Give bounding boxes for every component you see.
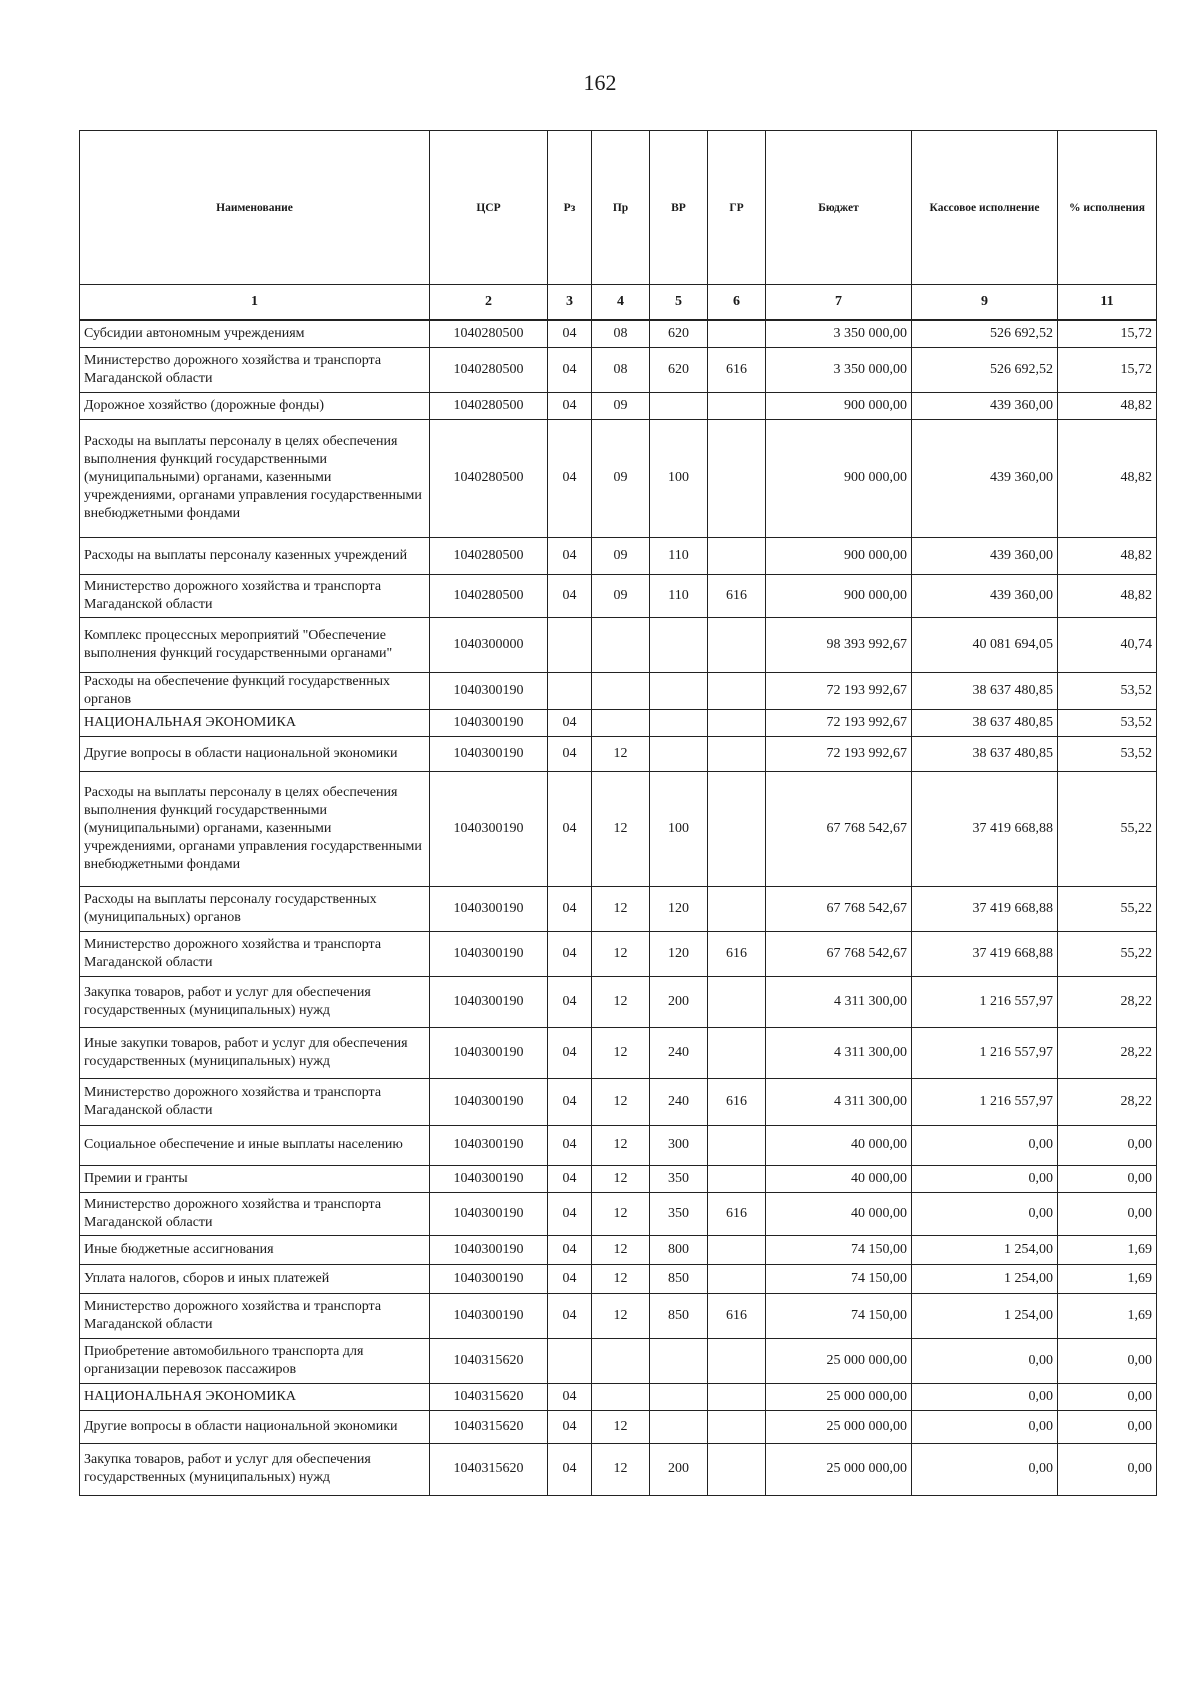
- row-gr: [708, 1410, 766, 1443]
- row-gr: [708, 320, 766, 347]
- row-rz: 04: [548, 419, 592, 537]
- row-rz: [548, 617, 592, 672]
- table-row: [80, 1410, 1157, 1443]
- column-number: 3: [548, 285, 592, 321]
- column-number: 1: [80, 285, 430, 321]
- row-rz: 04: [548, 771, 592, 886]
- table-row: [80, 320, 1157, 347]
- table-row: [80, 392, 1157, 419]
- table-row: [80, 709, 1157, 736]
- row-percent: 55,22: [1058, 886, 1157, 931]
- row-cash: 40 081 694,05: [912, 617, 1058, 672]
- row-csr: 1040300190: [430, 771, 548, 886]
- row-percent: 40,74: [1058, 617, 1157, 672]
- row-vr: 110: [650, 537, 708, 574]
- row-cash: 0,00: [912, 1192, 1058, 1235]
- row-csr: 1040300190: [430, 709, 548, 736]
- row-pr: 12: [592, 1165, 650, 1192]
- row-gr: 616: [708, 931, 766, 976]
- row-percent: 0,00: [1058, 1192, 1157, 1235]
- table-row: [80, 574, 1157, 617]
- row-vr: [650, 736, 708, 771]
- row-cash: 0,00: [912, 1443, 1058, 1495]
- row-cash: 38 637 480,85: [912, 736, 1058, 771]
- table-row: [80, 736, 1157, 771]
- row-csr: 1040300190: [430, 1192, 548, 1235]
- row-name: Министерство дорожного хозяйства и транспорта Магаданской области: [80, 1078, 430, 1125]
- row-budget: 4 311 300,00: [766, 1027, 912, 1078]
- row-pr: 09: [592, 537, 650, 574]
- row-vr: [650, 1383, 708, 1410]
- row-cash: 526 692,52: [912, 320, 1058, 347]
- row-name: Закупка товаров, работ и услуг для обеспечения государственных (муниципальных) нужд: [80, 1443, 430, 1495]
- row-gr: [708, 736, 766, 771]
- row-name: Министерство дорожного хозяйства и транспорта Магаданской области: [80, 1293, 430, 1338]
- row-pr: 09: [592, 392, 650, 419]
- row-pr: 09: [592, 419, 650, 537]
- row-pr: 12: [592, 1235, 650, 1264]
- row-percent: 48,82: [1058, 574, 1157, 617]
- row-cash: 37 419 668,88: [912, 931, 1058, 976]
- row-name: НАЦИОНАЛЬНАЯ ЭКОНОМИКА: [80, 709, 430, 736]
- header-vr: ВР: [650, 131, 708, 285]
- row-percent: 0,00: [1058, 1125, 1157, 1165]
- table-row: [80, 1383, 1157, 1410]
- row-vr: 350: [650, 1192, 708, 1235]
- row-rz: 04: [548, 1264, 592, 1293]
- row-name: Комплекс процессных мероприятий "Обеспечение выполнения функций государственными органами": [80, 617, 430, 672]
- header-gr: ГР: [708, 131, 766, 285]
- row-csr: 1040315620: [430, 1383, 548, 1410]
- row-gr: [708, 617, 766, 672]
- row-percent: 0,00: [1058, 1165, 1157, 1192]
- row-cash: 1 216 557,97: [912, 976, 1058, 1027]
- row-name: Другие вопросы в области национальной экономики: [80, 1410, 430, 1443]
- table-row: [80, 1235, 1157, 1264]
- row-vr: [650, 392, 708, 419]
- row-pr: 12: [592, 771, 650, 886]
- row-cash: 439 360,00: [912, 537, 1058, 574]
- row-name: Социальное обеспечение и иные выплаты населению: [80, 1125, 430, 1165]
- row-percent: 1,69: [1058, 1293, 1157, 1338]
- row-budget: 67 768 542,67: [766, 771, 912, 886]
- row-rz: 04: [548, 736, 592, 771]
- row-budget: 4 311 300,00: [766, 1078, 912, 1125]
- row-vr: 240: [650, 1027, 708, 1078]
- row-pr: 12: [592, 1293, 650, 1338]
- row-rz: 04: [548, 1192, 592, 1235]
- column-number: 6: [708, 285, 766, 321]
- row-gr: 616: [708, 1078, 766, 1125]
- row-csr: 1040315620: [430, 1338, 548, 1383]
- row-budget: 900 000,00: [766, 392, 912, 419]
- row-budget: 74 150,00: [766, 1293, 912, 1338]
- row-cash: 1 216 557,97: [912, 1027, 1058, 1078]
- row-gr: [708, 771, 766, 886]
- row-pr: [592, 617, 650, 672]
- row-rz: 04: [548, 347, 592, 392]
- row-rz: [548, 672, 592, 709]
- row-name: НАЦИОНАЛЬНАЯ ЭКОНОМИКА: [80, 1383, 430, 1410]
- row-cash: 526 692,52: [912, 347, 1058, 392]
- row-gr: [708, 672, 766, 709]
- row-rz: 04: [548, 537, 592, 574]
- row-budget: 25 000 000,00: [766, 1410, 912, 1443]
- row-pr: [592, 1383, 650, 1410]
- row-rz: 04: [548, 1027, 592, 1078]
- row-cash: 439 360,00: [912, 419, 1058, 537]
- row-pr: 12: [592, 1192, 650, 1235]
- row-pr: 12: [592, 1443, 650, 1495]
- row-percent: 1,69: [1058, 1264, 1157, 1293]
- row-budget: 72 193 992,67: [766, 709, 912, 736]
- row-rz: 04: [548, 931, 592, 976]
- row-cash: 1 254,00: [912, 1293, 1058, 1338]
- header-cash: Кассовое исполнение: [912, 131, 1058, 285]
- column-number: 11: [1058, 285, 1157, 321]
- row-name: Приобретение автомобильного транспорта для организации перевозок пассажиров: [80, 1338, 430, 1383]
- row-percent: 53,52: [1058, 709, 1157, 736]
- row-percent: 55,22: [1058, 931, 1157, 976]
- row-cash: 0,00: [912, 1383, 1058, 1410]
- row-name: Другие вопросы в области национальной экономики: [80, 736, 430, 771]
- row-gr: [708, 1235, 766, 1264]
- row-gr: [708, 886, 766, 931]
- row-vr: [650, 617, 708, 672]
- row-name: Расходы на выплаты персоналу в целях обеспечения выполнения функций государственными (муниципальными) органами, казенными учреждениями, органами управления государственными внебюджетными фондами: [80, 771, 430, 886]
- row-csr: 1040300190: [430, 1078, 548, 1125]
- row-pr: 08: [592, 320, 650, 347]
- row-percent: 53,52: [1058, 736, 1157, 771]
- row-pr: [592, 1338, 650, 1383]
- row-percent: 0,00: [1058, 1410, 1157, 1443]
- row-name: Иные бюджетные ассигнования: [80, 1235, 430, 1264]
- row-percent: 55,22: [1058, 771, 1157, 886]
- row-rz: 04: [548, 886, 592, 931]
- row-budget: 25 000 000,00: [766, 1383, 912, 1410]
- row-budget: 900 000,00: [766, 574, 912, 617]
- row-percent: 48,82: [1058, 419, 1157, 537]
- row-name: Расходы на обеспечение функций государственных органов: [80, 672, 430, 709]
- row-pr: 12: [592, 736, 650, 771]
- row-cash: 1 254,00: [912, 1235, 1058, 1264]
- row-rz: 04: [548, 320, 592, 347]
- row-gr: [708, 1443, 766, 1495]
- table-row: [80, 1293, 1157, 1338]
- row-gr: [708, 1125, 766, 1165]
- row-gr: 616: [708, 1192, 766, 1235]
- row-percent: 0,00: [1058, 1338, 1157, 1383]
- column-number-row: [80, 285, 1157, 321]
- row-percent: 48,82: [1058, 537, 1157, 574]
- row-cash: 1 216 557,97: [912, 1078, 1058, 1125]
- row-rz: 04: [548, 1293, 592, 1338]
- header-percent: % исполнения: [1058, 131, 1157, 285]
- row-budget: 3 350 000,00: [766, 320, 912, 347]
- row-cash: 0,00: [912, 1165, 1058, 1192]
- row-cash: 1 254,00: [912, 1264, 1058, 1293]
- row-budget: 72 193 992,67: [766, 736, 912, 771]
- row-csr: 1040300000: [430, 617, 548, 672]
- row-csr: 1040300190: [430, 886, 548, 931]
- row-budget: 98 393 992,67: [766, 617, 912, 672]
- row-vr: 100: [650, 771, 708, 886]
- row-rz: 04: [548, 574, 592, 617]
- column-number: 4: [592, 285, 650, 321]
- row-vr: 300: [650, 1125, 708, 1165]
- table-row: [80, 1264, 1157, 1293]
- row-cash: 38 637 480,85: [912, 709, 1058, 736]
- header-row: [80, 131, 1157, 285]
- row-rz: 04: [548, 1443, 592, 1495]
- row-pr: 12: [592, 1027, 650, 1078]
- row-vr: 200: [650, 976, 708, 1027]
- row-vr: 200: [650, 1443, 708, 1495]
- row-name: Субсидии автономным учреждениям: [80, 320, 430, 347]
- row-rz: 04: [548, 1410, 592, 1443]
- table-row: [80, 1192, 1157, 1235]
- row-gr: [708, 1383, 766, 1410]
- row-csr: 1040300190: [430, 976, 548, 1027]
- row-percent: 1,69: [1058, 1235, 1157, 1264]
- row-vr: [650, 709, 708, 736]
- row-rz: 04: [548, 1235, 592, 1264]
- row-csr: 1040280500: [430, 419, 548, 537]
- row-csr: 1040300190: [430, 1235, 548, 1264]
- row-name: Уплата налогов, сборов и иных платежей: [80, 1264, 430, 1293]
- header-pr: Пр: [592, 131, 650, 285]
- row-gr: [708, 1027, 766, 1078]
- table-row: [80, 1078, 1157, 1125]
- row-pr: [592, 709, 650, 736]
- row-name: Премии и гранты: [80, 1165, 430, 1192]
- header-budget: Бюджет: [766, 131, 912, 285]
- row-budget: 67 768 542,67: [766, 886, 912, 931]
- table-row: [80, 886, 1157, 931]
- row-gr: 616: [708, 347, 766, 392]
- row-pr: 12: [592, 886, 650, 931]
- column-number: 9: [912, 285, 1058, 321]
- row-name: Министерство дорожного хозяйства и транспорта Магаданской области: [80, 574, 430, 617]
- row-name: Расходы на выплаты персоналу казенных учреждений: [80, 537, 430, 574]
- table-row: [80, 672, 1157, 709]
- table-row: [80, 1443, 1157, 1495]
- row-csr: 1040300190: [430, 672, 548, 709]
- table-row: [80, 976, 1157, 1027]
- row-name: Дорожное хозяйство (дорожные фонды): [80, 392, 430, 419]
- row-gr: [708, 1264, 766, 1293]
- row-budget: 40 000,00: [766, 1165, 912, 1192]
- header-name: Наименование: [80, 131, 430, 285]
- row-name: Расходы на выплаты персоналу в целях обеспечения выполнения функций государственными (муниципальными) органами, казенными учреждениями, органами управления государственными внебюджетными фондами: [80, 419, 430, 537]
- row-budget: 900 000,00: [766, 419, 912, 537]
- row-gr: [708, 709, 766, 736]
- table-row: [80, 1027, 1157, 1078]
- column-number: 7: [766, 285, 912, 321]
- row-vr: 850: [650, 1293, 708, 1338]
- table-row: [80, 1338, 1157, 1383]
- table-body: [80, 320, 1157, 1495]
- row-vr: [650, 1410, 708, 1443]
- table-row: [80, 771, 1157, 886]
- table-row: [80, 419, 1157, 537]
- row-vr: [650, 1338, 708, 1383]
- row-budget: 900 000,00: [766, 537, 912, 574]
- row-rz: 04: [548, 392, 592, 419]
- row-csr: 1040300190: [430, 1125, 548, 1165]
- row-csr: 1040300190: [430, 931, 548, 976]
- row-percent: 28,22: [1058, 976, 1157, 1027]
- row-csr: 1040280500: [430, 574, 548, 617]
- row-gr: [708, 537, 766, 574]
- row-budget: 40 000,00: [766, 1125, 912, 1165]
- row-rz: 04: [548, 1125, 592, 1165]
- row-pr: 12: [592, 1410, 650, 1443]
- row-percent: 15,72: [1058, 320, 1157, 347]
- row-gr: [708, 1338, 766, 1383]
- row-cash: 0,00: [912, 1410, 1058, 1443]
- row-pr: 12: [592, 931, 650, 976]
- row-vr: 620: [650, 320, 708, 347]
- row-gr: [708, 976, 766, 1027]
- row-vr: 120: [650, 931, 708, 976]
- row-pr: 12: [592, 976, 650, 1027]
- row-budget: 74 150,00: [766, 1235, 912, 1264]
- column-number: 2: [430, 285, 548, 321]
- row-rz: [548, 1338, 592, 1383]
- row-vr: 800: [650, 1235, 708, 1264]
- row-csr: 1040280500: [430, 347, 548, 392]
- row-vr: 110: [650, 574, 708, 617]
- row-cash: 38 637 480,85: [912, 672, 1058, 709]
- row-vr: 620: [650, 347, 708, 392]
- row-rz: 04: [548, 1383, 592, 1410]
- row-vr: 350: [650, 1165, 708, 1192]
- header-csr: ЦСР: [430, 131, 548, 285]
- row-budget: 72 193 992,67: [766, 672, 912, 709]
- row-vr: 850: [650, 1264, 708, 1293]
- row-csr: 1040280500: [430, 392, 548, 419]
- row-vr: 120: [650, 886, 708, 931]
- row-gr: [708, 419, 766, 537]
- table-row: [80, 931, 1157, 976]
- row-cash: 439 360,00: [912, 392, 1058, 419]
- row-cash: 37 419 668,88: [912, 886, 1058, 931]
- row-vr: [650, 672, 708, 709]
- row-name: Иные закупки товаров, работ и услуг для обеспечения государственных (муниципальных) нужд: [80, 1027, 430, 1078]
- row-gr: 616: [708, 1293, 766, 1338]
- row-gr: [708, 392, 766, 419]
- row-csr: 1040280500: [430, 320, 548, 347]
- budget-execution-table: [79, 130, 1157, 1496]
- row-vr: 100: [650, 419, 708, 537]
- table-row: [80, 347, 1157, 392]
- row-csr: 1040300190: [430, 1264, 548, 1293]
- row-rz: 04: [548, 1165, 592, 1192]
- header-rz: Рз: [548, 131, 592, 285]
- row-name: Закупка товаров, работ и услуг для обеспечения государственных (муниципальных) нужд: [80, 976, 430, 1027]
- row-cash: 37 419 668,88: [912, 771, 1058, 886]
- row-budget: 25 000 000,00: [766, 1443, 912, 1495]
- row-name: Министерство дорожного хозяйства и транспорта Магаданской области: [80, 1192, 430, 1235]
- row-vr: 240: [650, 1078, 708, 1125]
- row-cash: 0,00: [912, 1125, 1058, 1165]
- row-csr: 1040315620: [430, 1410, 548, 1443]
- row-rz: 04: [548, 709, 592, 736]
- table-row: [80, 537, 1157, 574]
- row-rz: 04: [548, 1078, 592, 1125]
- row-name: Министерство дорожного хозяйства и транспорта Магаданской области: [80, 931, 430, 976]
- row-cash: 0,00: [912, 1338, 1058, 1383]
- row-percent: 53,52: [1058, 672, 1157, 709]
- row-cash: 439 360,00: [912, 574, 1058, 617]
- row-budget: 40 000,00: [766, 1192, 912, 1235]
- row-gr: 616: [708, 574, 766, 617]
- row-pr: [592, 672, 650, 709]
- row-percent: 0,00: [1058, 1443, 1157, 1495]
- row-pr: 12: [592, 1078, 650, 1125]
- row-csr: 1040300190: [430, 1293, 548, 1338]
- row-csr: 1040315620: [430, 1443, 548, 1495]
- row-name: Министерство дорожного хозяйства и транспорта Магаданской области: [80, 347, 430, 392]
- table-row: [80, 1165, 1157, 1192]
- row-name: Расходы на выплаты персоналу государственных (муниципальных) органов: [80, 886, 430, 931]
- row-budget: 4 311 300,00: [766, 976, 912, 1027]
- row-pr: 09: [592, 574, 650, 617]
- row-pr: 08: [592, 347, 650, 392]
- row-percent: 0,00: [1058, 1383, 1157, 1410]
- column-number: 5: [650, 285, 708, 321]
- row-percent: 28,22: [1058, 1027, 1157, 1078]
- page-number: 162: [583, 70, 617, 95]
- table-row: [80, 617, 1157, 672]
- row-budget: 25 000 000,00: [766, 1338, 912, 1383]
- row-gr: [708, 1165, 766, 1192]
- row-pr: 12: [592, 1125, 650, 1165]
- row-budget: 74 150,00: [766, 1264, 912, 1293]
- table-row: [80, 1125, 1157, 1165]
- row-rz: 04: [548, 976, 592, 1027]
- row-csr: 1040300190: [430, 1027, 548, 1078]
- row-pr: 12: [592, 1264, 650, 1293]
- row-percent: 15,72: [1058, 347, 1157, 392]
- row-percent: 48,82: [1058, 392, 1157, 419]
- row-csr: 1040300190: [430, 1165, 548, 1192]
- row-budget: 3 350 000,00: [766, 347, 912, 392]
- row-csr: 1040300190: [430, 736, 548, 771]
- row-csr: 1040280500: [430, 537, 548, 574]
- row-percent: 28,22: [1058, 1078, 1157, 1125]
- row-budget: 67 768 542,67: [766, 931, 912, 976]
